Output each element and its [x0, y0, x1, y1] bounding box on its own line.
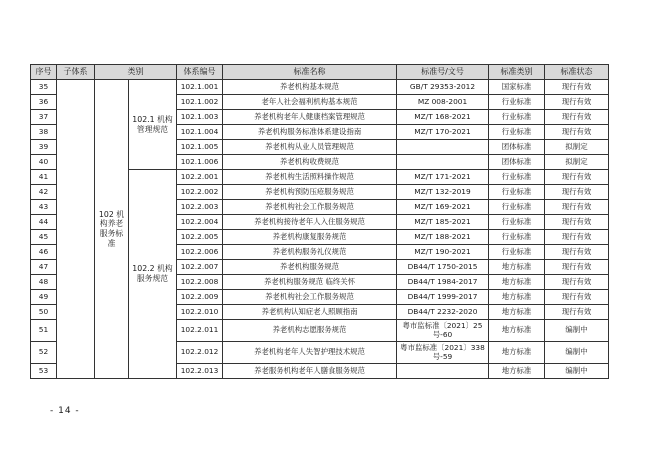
cell-name: 养老机构服务规范 — [223, 260, 397, 275]
cell-status: 现行有效 — [545, 245, 609, 260]
cell-name: 老年人社会福利机构基本规范 — [223, 95, 397, 110]
cell-std-no: MZ/T 171-2021 — [397, 170, 489, 185]
cell-std-no: MZ/T 169-2021 — [397, 200, 489, 215]
cell-status: 现行有效 — [545, 305, 609, 320]
cell-status: 现行有效 — [545, 125, 609, 140]
cell-status: 现行有效 — [545, 230, 609, 245]
cell-code: 102.2.002 — [177, 185, 223, 200]
cell-code: 102.1.005 — [177, 140, 223, 155]
cell-std-no: 粤市监标准〔2021〕25 号-60 — [397, 320, 489, 342]
cell-std-type: 国家标准 — [489, 80, 545, 95]
header-seq: 序号 — [31, 65, 57, 80]
header-system: 子体系 — [57, 65, 95, 80]
cell-seq: 45 — [31, 230, 57, 245]
cell-name: 养老机构生活照料操作规范 — [223, 170, 397, 185]
cell-std-type: 地方标准 — [489, 342, 545, 364]
cell-seq: 42 — [31, 185, 57, 200]
cell-std-type: 地方标准 — [489, 260, 545, 275]
cell-std-no — [397, 155, 489, 170]
cell-seq: 35 — [31, 80, 57, 95]
cell-code: 102.2.003 — [177, 200, 223, 215]
cell-status: 拟制定 — [545, 140, 609, 155]
cell-seq: 50 — [31, 305, 57, 320]
cell-seq: 53 — [31, 364, 57, 379]
cell-std-no: 粤市监标准〔2021〕338 号-59 — [397, 342, 489, 364]
cell-std-no: MZ/T 190-2021 — [397, 245, 489, 260]
cell-std-type: 行业标准 — [489, 95, 545, 110]
cell-seq: 39 — [31, 140, 57, 155]
table-row — [31, 80, 609, 95]
cell-std-type: 地方标准 — [489, 320, 545, 342]
cell-std-no — [397, 364, 489, 379]
cell-std-type: 地方标准 — [489, 275, 545, 290]
cell-seq: 40 — [31, 155, 57, 170]
cell-std-type: 行业标准 — [489, 200, 545, 215]
cell-code: 102.1.004 — [177, 125, 223, 140]
cell-name: 养老机构收费规范 — [223, 155, 397, 170]
cell-code: 102.2.010 — [177, 305, 223, 320]
header-std-no: 标准号/文号 — [397, 65, 489, 80]
cell-std-type: 行业标准 — [489, 230, 545, 245]
cell-std-no: MZ/T 188-2021 — [397, 230, 489, 245]
cell-status: 现行有效 — [545, 215, 609, 230]
cell-status: 现行有效 — [545, 170, 609, 185]
cell-name: 养老机构服务规范 临终关怀 — [223, 275, 397, 290]
cell-code: 102.2.008 — [177, 275, 223, 290]
cell-std-type: 地方标准 — [489, 364, 545, 379]
cell-seq: 37 — [31, 110, 57, 125]
cell-code: 102.1.002 — [177, 95, 223, 110]
cell-status: 现行有效 — [545, 110, 609, 125]
cell-std-no — [397, 140, 489, 155]
cell-std-no: GB/T 29353-2012 — [397, 80, 489, 95]
group-level2: 102 机构养老服务标准 — [95, 80, 129, 379]
cell-std-type: 行业标准 — [489, 245, 545, 260]
cell-std-no: DB44/T 1750-2015 — [397, 260, 489, 275]
cell-status: 现行有效 — [545, 275, 609, 290]
cell-std-no: DB44/T 1999-2017 — [397, 290, 489, 305]
standards-table — [30, 64, 609, 379]
cell-name: 养老机构社会工作服务规范 — [223, 200, 397, 215]
group-management: 102.1 机构管理规范 — [129, 80, 177, 170]
cell-code: 102.1.001 — [177, 80, 223, 95]
cell-std-no: MZ/T 185-2021 — [397, 215, 489, 230]
cell-seq: 46 — [31, 245, 57, 260]
cell-status: 现行有效 — [545, 260, 609, 275]
cell-status: 现行有效 — [545, 200, 609, 215]
cell-std-no: MZ/T 132-2019 — [397, 185, 489, 200]
page-number: - 14 - — [50, 406, 80, 416]
cell-name: 养老机构接待老年人入住服务规范 — [223, 215, 397, 230]
cell-system-blank — [57, 80, 95, 379]
cell-name: 养老机构基本规范 — [223, 80, 397, 95]
cell-seq: 47 — [31, 260, 57, 275]
cell-seq: 38 — [31, 125, 57, 140]
cell-status: 现行有效 — [545, 290, 609, 305]
cell-code: 102.2.009 — [177, 290, 223, 305]
cell-name: 养老服务机构老年人膳食服务规范 — [223, 364, 397, 379]
header-category: 类别 — [95, 65, 177, 80]
cell-std-type: 行业标准 — [489, 110, 545, 125]
cell-std-type: 团体标准 — [489, 140, 545, 155]
cell-status: 现行有效 — [545, 185, 609, 200]
cell-seq: 52 — [31, 342, 57, 364]
cell-std-no: DB44/T 2232-2020 — [397, 305, 489, 320]
cell-name: 养老机构康复服务规范 — [223, 230, 397, 245]
cell-std-type: 行业标准 — [489, 170, 545, 185]
cell-std-type: 地方标准 — [489, 290, 545, 305]
cell-name: 养老机构认知症老人照顾指南 — [223, 305, 397, 320]
cell-status: 编制中 — [545, 342, 609, 364]
table-header-row — [31, 65, 609, 80]
cell-name: 养老机构从业人员管理规范 — [223, 140, 397, 155]
cell-seq: 51 — [31, 320, 57, 342]
cell-status: 现行有效 — [545, 95, 609, 110]
cell-seq: 49 — [31, 290, 57, 305]
cell-name: 养老机构社会工作服务规范 — [223, 290, 397, 305]
cell-std-type: 行业标准 — [489, 215, 545, 230]
header-std-type: 标准类别 — [489, 65, 545, 80]
cell-name: 养老机构预防压疮服务规范 — [223, 185, 397, 200]
cell-std-no: DB44/T 1984-2017 — [397, 275, 489, 290]
cell-seq: 41 — [31, 170, 57, 185]
cell-name: 养老机构服务标准体系建设指南 — [223, 125, 397, 140]
cell-name: 养老机构志愿服务规范 — [223, 320, 397, 342]
header-name: 标准名称 — [223, 65, 397, 80]
group-service: 102.2 机构服务规范 — [129, 170, 177, 379]
cell-code: 102.1.006 — [177, 155, 223, 170]
cell-status: 拟制定 — [545, 155, 609, 170]
cell-code: 102.2.005 — [177, 230, 223, 245]
header-status: 标准状态 — [545, 65, 609, 80]
cell-code: 102.2.011 — [177, 320, 223, 342]
cell-code: 102.2.006 — [177, 245, 223, 260]
cell-status: 编制中 — [545, 364, 609, 379]
cell-seq: 36 — [31, 95, 57, 110]
cell-code: 102.2.012 — [177, 342, 223, 364]
cell-seq: 48 — [31, 275, 57, 290]
cell-std-type: 团体标准 — [489, 155, 545, 170]
cell-seq: 43 — [31, 200, 57, 215]
cell-code: 102.2.007 — [177, 260, 223, 275]
cell-status: 编制中 — [545, 320, 609, 342]
cell-std-no: MZ 008-2001 — [397, 95, 489, 110]
cell-std-no: MZ/T 168-2021 — [397, 110, 489, 125]
cell-code: 102.2.004 — [177, 215, 223, 230]
cell-name: 养老机构服务礼仪规范 — [223, 245, 397, 260]
cell-std-type: 行业标准 — [489, 185, 545, 200]
cell-std-type: 行业标准 — [489, 125, 545, 140]
cell-status: 现行有效 — [545, 80, 609, 95]
cell-name: 养老机构老年人健康档案管理规范 — [223, 110, 397, 125]
cell-name: 养老机构老年人失智护理技术规范 — [223, 342, 397, 364]
cell-code: 102.2.013 — [177, 364, 223, 379]
cell-std-type: 地方标准 — [489, 305, 545, 320]
cell-std-no: MZ/T 170-2021 — [397, 125, 489, 140]
cell-code: 102.2.001 — [177, 170, 223, 185]
cell-code: 102.1.003 — [177, 110, 223, 125]
cell-seq: 44 — [31, 215, 57, 230]
header-code: 体系编号 — [177, 65, 223, 80]
